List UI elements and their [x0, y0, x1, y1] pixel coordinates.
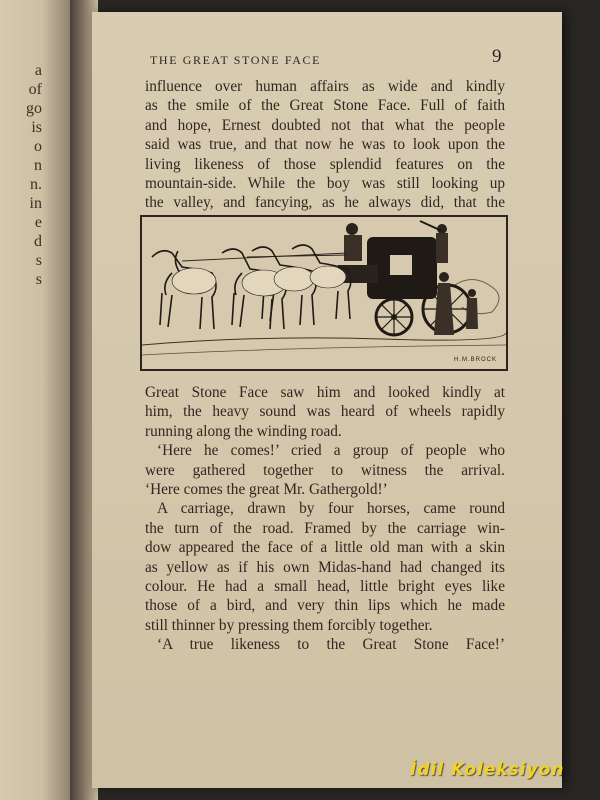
text-line: running along the winding road.	[145, 422, 342, 440]
text-line: the turn of the road. Framed by the carriage win-	[145, 519, 505, 537]
running-head: THE GREAT STONE FACE	[150, 53, 322, 67]
left-page-fragment: n	[34, 157, 42, 174]
text-line: and hope, Ernest doubted not that what the people	[145, 116, 505, 134]
bottom-text	[145, 383, 505, 654]
text-line: were gathered together to witness the arrival.	[145, 461, 505, 479]
text-line: as yellow as if his own Midas-hand had changed its	[145, 558, 505, 576]
text-line: as the smile of the Great Stone Face. Full of faith	[145, 97, 505, 115]
left-page-fragment: a	[34, 62, 42, 79]
left-page-fragment: o	[34, 138, 42, 155]
illustrator-signature: H.M.BROCK	[454, 357, 498, 363]
text-line: dow appeared the face of a little old man with a skin	[145, 539, 505, 557]
left-page-fragment: of	[28, 81, 42, 98]
top-paragraph	[145, 77, 505, 213]
text-line: living likeness of those splendid features on the	[145, 155, 505, 173]
page-number: 9	[492, 46, 502, 67]
left-page-fragment: go	[26, 100, 42, 117]
left-page-fragment: d	[34, 233, 42, 250]
left-page-fragment: s	[35, 252, 42, 269]
left-page-fragment: n.	[30, 176, 42, 193]
text-line: those of a bird, and very thin lips which he made	[145, 597, 505, 615]
text-line: ‘Here he comes!’ cried a group of people who	[157, 442, 505, 460]
collection-watermark: İdil Koleksiyon	[410, 760, 565, 780]
text-line: influence over human affairs as wide and kindly	[145, 78, 505, 95]
text-line: mountain-side. While the boy was still looking up	[145, 174, 505, 192]
left-page-fragment: is	[31, 119, 42, 136]
text-line: A carriage, drawn by four horses, came round	[157, 500, 505, 518]
text-line: still thinner by pressing them forcibly together.	[145, 616, 433, 634]
stagecoach-drawing	[142, 217, 506, 369]
text-line: colour. He had a small head, little bright eyes like	[145, 577, 505, 595]
text-line: Great Stone Face saw him and looked kindly at	[145, 384, 505, 401]
text-line: the valley, and fancying, as he always did, that the	[145, 194, 505, 212]
text-line: said was true, and that now he was to look upon the	[145, 136, 505, 154]
left-page-edge	[0, 0, 70, 800]
stagecoach-illustration	[140, 215, 508, 371]
text-line: ‘Here comes the great Mr. Gathergold!’	[145, 480, 388, 498]
text-line: ‘A true likeness to the Great Stone Face!’	[157, 636, 505, 654]
text-line: him, the heavy sound was heard of wheels rapidly	[145, 403, 505, 421]
left-page-fragment: s	[35, 271, 42, 288]
left-page-fragment: e	[34, 214, 42, 231]
left-page-fragment: in	[29, 195, 42, 212]
